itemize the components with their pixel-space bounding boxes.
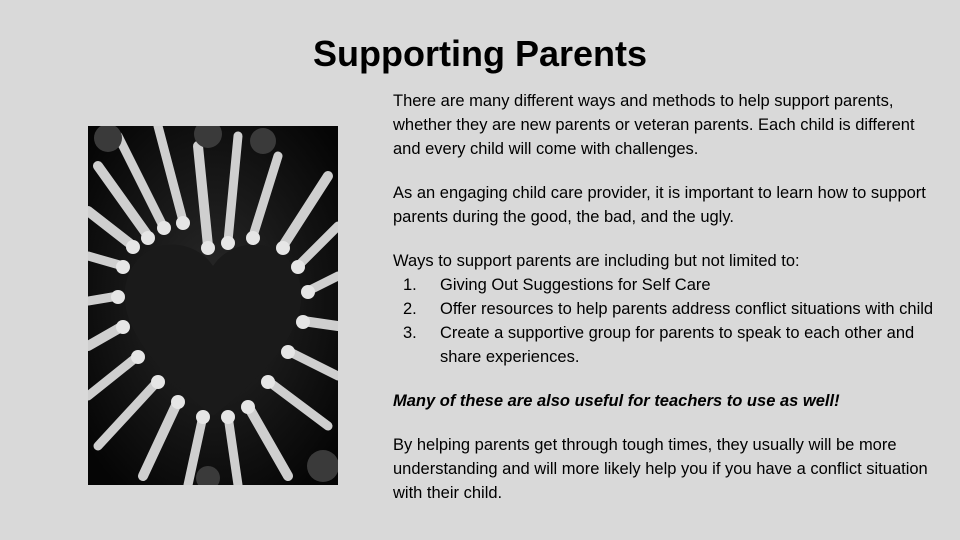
slide-title: Supporting Parents (312, 33, 648, 74)
list-item-number: 1. (403, 276, 417, 294)
support-list (393, 273, 938, 369)
closing-paragraph: By helping parents get through tough times, they usually will be more understanding and will more likely help you if you have a conflict situation with their child. (393, 436, 928, 502)
list-item (393, 321, 938, 369)
list-intro: Ways to support parents are including but not limited to: (393, 252, 800, 270)
hands-heart-illustration (88, 126, 338, 485)
list-item-number: 2. (403, 300, 417, 318)
list-item (393, 297, 938, 321)
intro-paragraph: There are many different ways and methods to help support parents, whether they are new parents or veteran parents. Each child is different and every child will come with challenges. (393, 92, 915, 158)
list-item-text: Create a supportive group for parents to speak to each other and share experiences. (440, 324, 915, 366)
provider-paragraph: As an engaging child care provider, it is important to learn how to support parents during the good, the bad, and the ugly. (393, 184, 926, 226)
list-item-number: 3. (403, 324, 417, 342)
hands-heart-photo (88, 126, 338, 485)
list-item (393, 273, 938, 297)
list-item-text: Giving Out Suggestions for Self Care (440, 276, 711, 294)
slide-body (393, 89, 938, 505)
list-item-text: Offer resources to help parents address conflict situations with child (440, 300, 934, 318)
emphasis-statement: Many of these are also useful for teachers to use as well! (393, 392, 840, 410)
